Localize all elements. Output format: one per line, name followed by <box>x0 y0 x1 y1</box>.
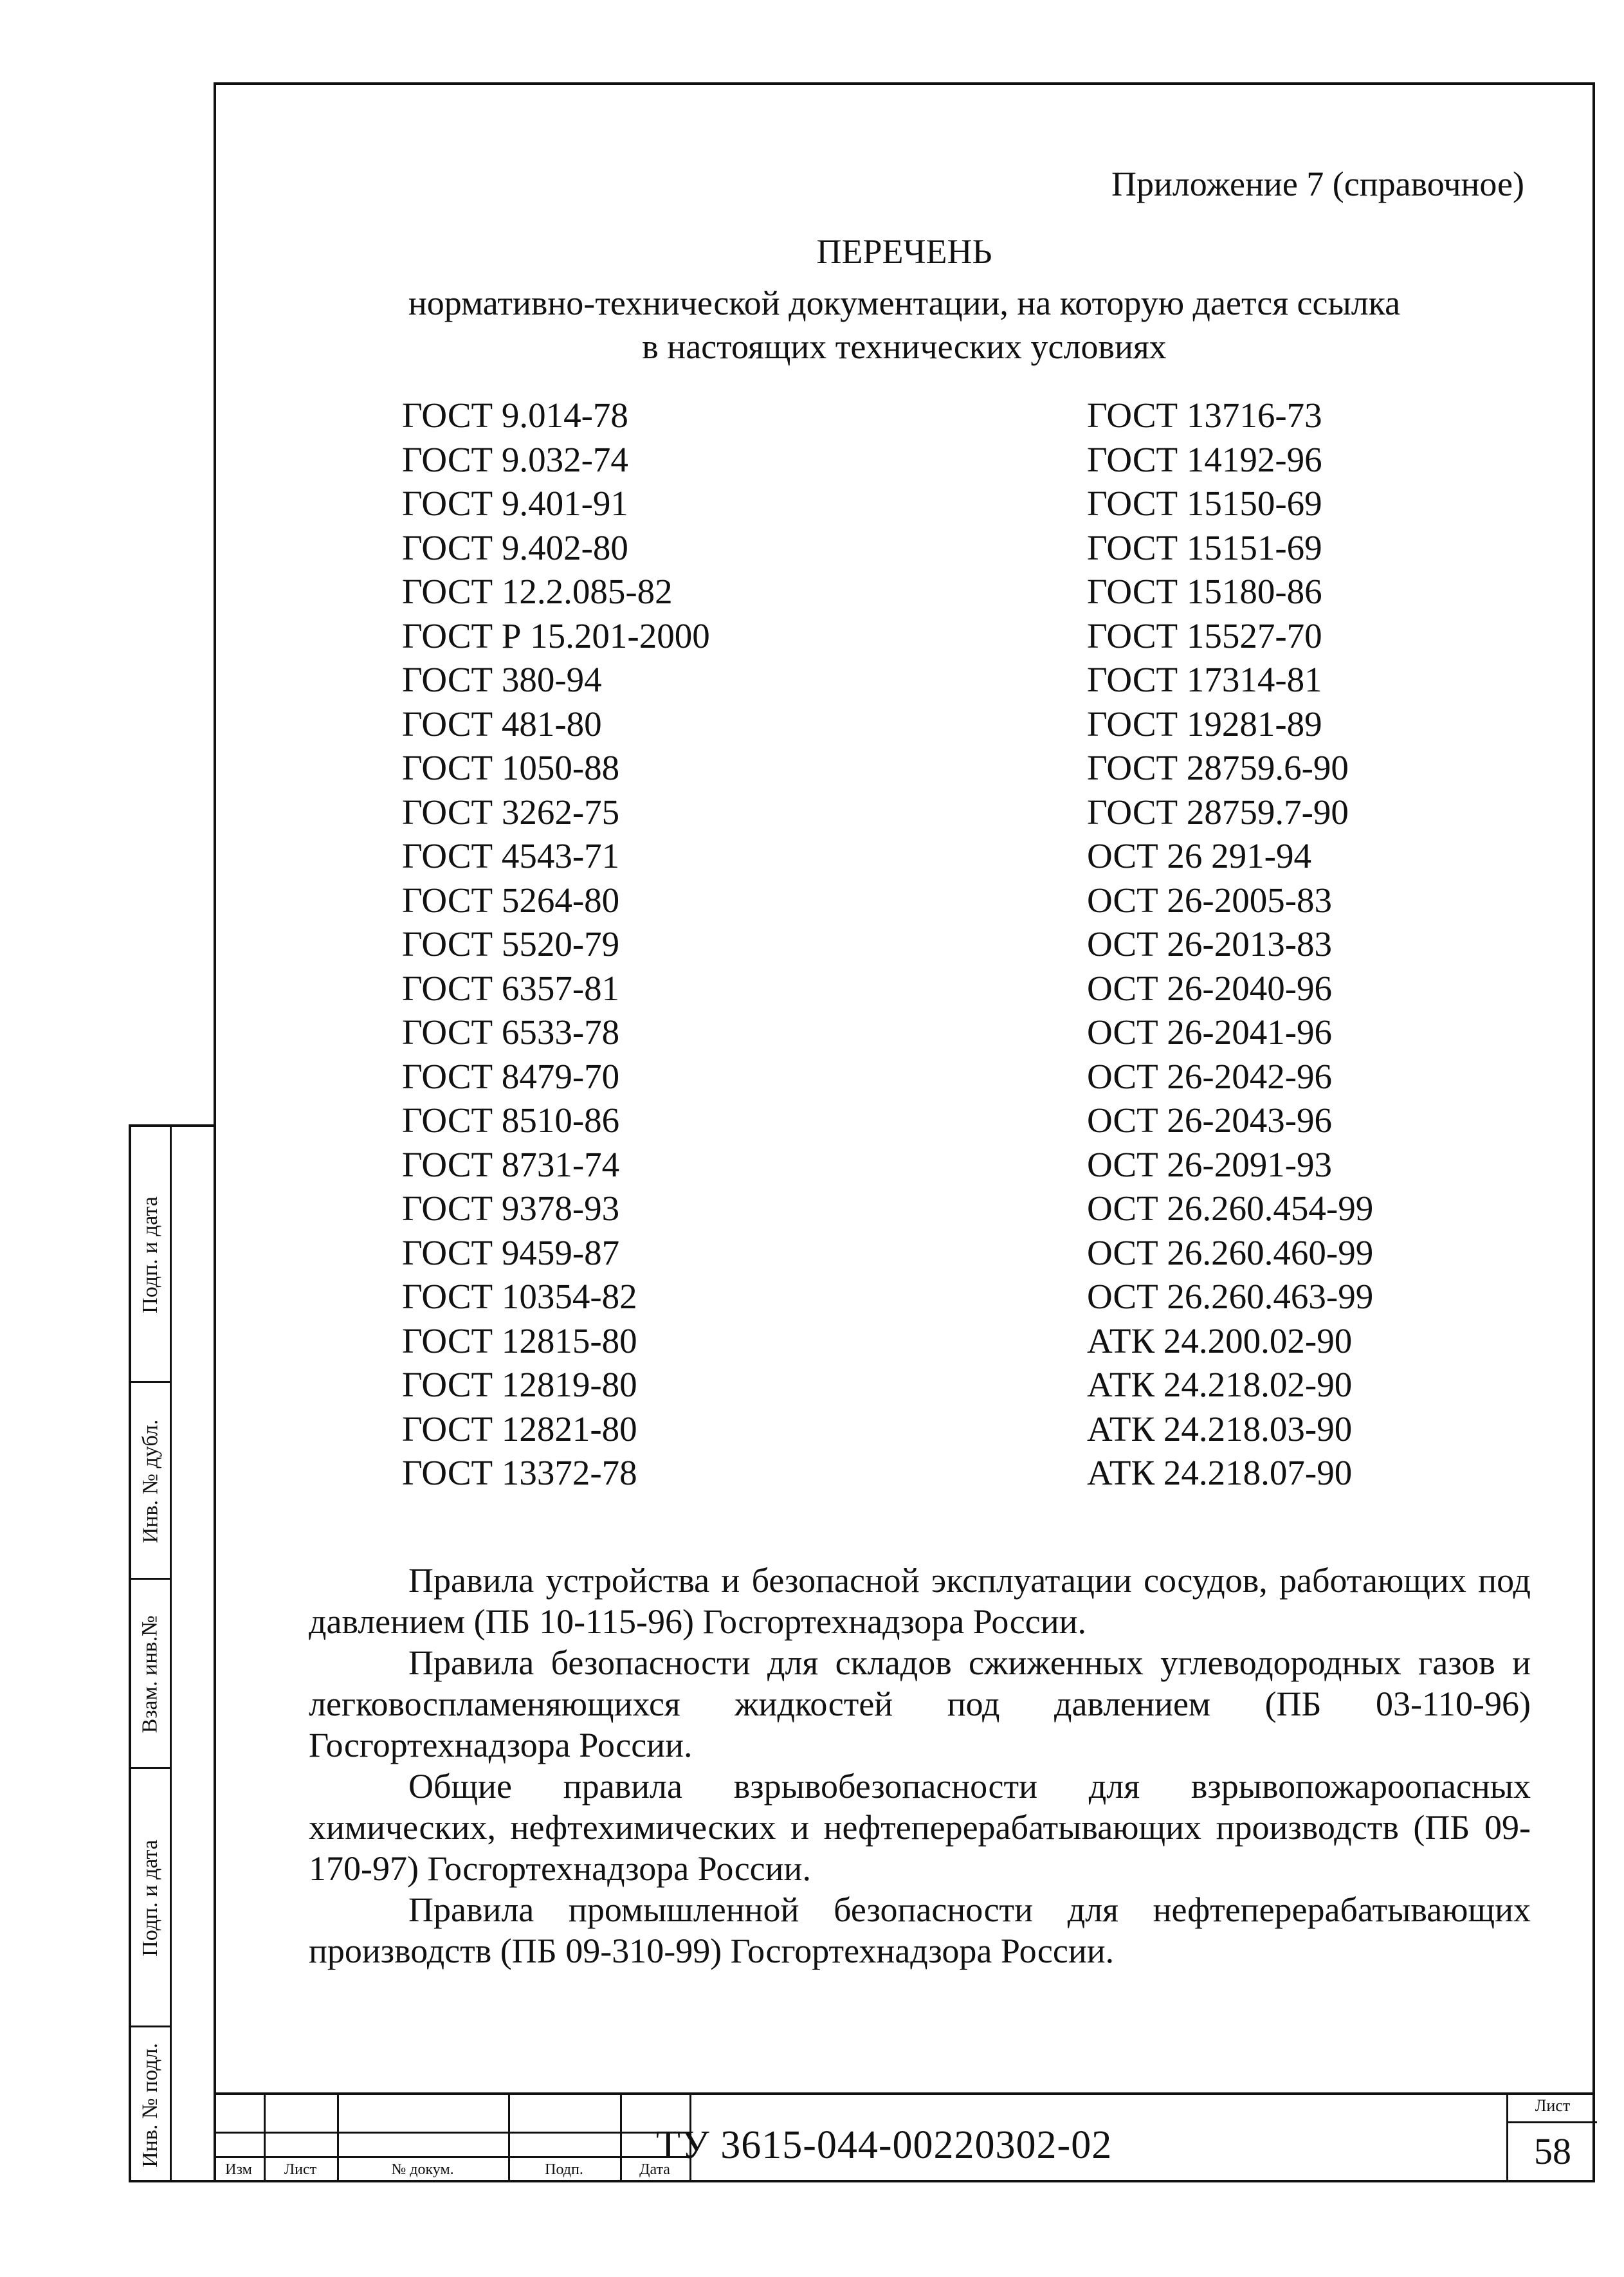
standard-item: ОСТ 26.260.460-99 <box>1087 1232 1374 1272</box>
standard-item: ОСТ 26.260.454-99 <box>1087 1189 1374 1228</box>
side-label-podp-data-bottom: Подп. и дата <box>138 1840 163 1957</box>
standard-item: ГОСТ 4543-71 <box>402 836 620 875</box>
standard-item: ГОСТ 19281-89 <box>1087 704 1322 744</box>
standard-item: ГОСТ 5520-79 <box>402 924 620 964</box>
standard-item: ОСТ 26-2005-83 <box>1087 880 1333 920</box>
standard-item: ГОСТ 6533-78 <box>402 1012 620 1052</box>
standard-item: ОСТ 26-2013-83 <box>1087 924 1333 964</box>
standard-item: ГОСТ Р 15.201-2000 <box>402 616 710 655</box>
label-izm: Изм <box>225 2161 252 2178</box>
heading-subtitle-2: в настоящих технических условиях <box>642 327 1167 366</box>
side-label-inv-dubl: Инв. № дубл. <box>138 1419 163 1544</box>
standard-item: ГОСТ 8479-70 <box>402 1056 620 1096</box>
standard-item: ГОСТ 10354-82 <box>402 1277 637 1316</box>
standard-item: ГОСТ 14192-96 <box>1087 439 1322 479</box>
standard-item: ГОСТ 3262-75 <box>402 792 620 832</box>
standard-item: ОСТ 26-2091-93 <box>1087 1144 1333 1184</box>
standard-item: АТК 24.200.02-90 <box>1087 1321 1353 1360</box>
standard-item: ГОСТ 12815-80 <box>402 1321 637 1360</box>
document-code: ТУ 3615-044-00220302-02 <box>656 2123 1113 2167</box>
references-paragraphs <box>309 1560 1531 1971</box>
heading-title: ПЕРЕЧЕНЬ <box>816 232 992 271</box>
label-doc: № докум. <box>391 2161 454 2178</box>
grid-line <box>214 2156 689 2158</box>
standard-item: ОСТ 26-2043-96 <box>1087 1101 1333 1140</box>
paragraph: Правила безопасности для складов сжиженных углеводородных газов и легковоспламеняющихся жидкостей под давлением (ПБ 03-110-96) Госгортехнадзора России. <box>309 1643 1531 1764</box>
standard-item: ГОСТ 13716-73 <box>1087 396 1322 435</box>
standard-item: ГОСТ 481-80 <box>402 704 602 744</box>
standard-item: ОСТ 26-2041-96 <box>1087 1012 1333 1052</box>
standard-item: ГОСТ 9.402-80 <box>402 527 628 567</box>
standard-item: ГОСТ 13372-78 <box>402 1453 637 1492</box>
standard-item: ГОСТ 9378-93 <box>402 1189 620 1228</box>
sheet-number: 58 <box>1534 2130 1571 2172</box>
standard-item: ОСТ 26-2040-96 <box>1087 968 1333 1008</box>
standard-item: ГОСТ 15151-69 <box>1087 527 1322 567</box>
standard-item: ГОСТ 28759.6-90 <box>1087 748 1349 787</box>
standard-item: ГОСТ 15150-69 <box>1087 484 1322 523</box>
sheet-number-box <box>1506 2092 1595 2182</box>
standard-item: ГОСТ 12.2.085-82 <box>402 572 673 611</box>
side-label-vzam-inv: Взам. инв.№ <box>138 1615 163 1733</box>
standard-item: ГОСТ 9.014-78 <box>402 396 628 435</box>
standard-item: ГОСТ 1050-88 <box>402 748 620 787</box>
side-stamp <box>129 1124 214 2182</box>
paragraph: Правила промышленной безопасности для нефтеперерабатывающих производств (ПБ 09-310-99) Госгортехнадзора России. <box>309 1890 1531 1970</box>
standard-item: АТК 24.218.07-90 <box>1087 1453 1353 1492</box>
standard-item: ГОСТ 5264-80 <box>402 880 620 920</box>
title-block-grid <box>214 2095 689 2182</box>
side-label-inv-podl: Инв. № подл. <box>138 2042 163 2168</box>
standard-item: ГОСТ 6357-81 <box>402 968 620 1008</box>
standard-item: ГОСТ 8510-86 <box>402 1101 620 1140</box>
standard-item: ГОСТ 9459-87 <box>402 1232 620 1272</box>
label-date: Дата <box>639 2161 670 2178</box>
standard-item: АТК 24.218.03-90 <box>1087 1409 1353 1449</box>
paragraph: Правила устройства и безопасной эксплуатации сосудов, работающих под давлением (ПБ 10-115-96) Госгортехнадзора России. <box>309 1561 1531 1641</box>
standard-item: ГОСТ 12821-80 <box>402 1409 637 1449</box>
standard-item: ГОСТ 9.401-91 <box>402 484 628 523</box>
standard-item: ГОСТ 380-94 <box>402 660 602 699</box>
standard-item: ОСТ 26-2042-96 <box>1087 1056 1333 1096</box>
side-divider <box>170 1127 172 2180</box>
standard-item: ГОСТ 28759.7-90 <box>1087 792 1349 832</box>
label-podp: Подп. <box>545 2161 583 2178</box>
paragraph: Общие правила взрывобезопасности для взрывопожароопасных химических, нефтехимических и нефтеперерабатывающих производств (ПБ 09-170-97) Госгортехнадзора России. <box>309 1767 1531 1888</box>
standard-item: ГОСТ 9.032-74 <box>402 439 628 479</box>
label-list: Лист <box>284 2161 317 2178</box>
standard-item: ГОСТ 17314-81 <box>1087 660 1322 699</box>
heading-subtitle-1: нормативно-технической документации, на которую дается ссылка <box>408 284 1401 322</box>
appendix-title: Приложение 7 (справочное) <box>1111 165 1524 203</box>
standard-item: ГОСТ 15527-70 <box>1087 616 1322 655</box>
sheet-divider <box>1508 2121 1597 2123</box>
standard-item: ГОСТ 12819-80 <box>402 1365 637 1404</box>
standards-list-right <box>1087 394 1373 1495</box>
standard-item: ОСТ 26 291-94 <box>1087 836 1311 875</box>
grid-line <box>214 2132 689 2134</box>
side-label-podp-data-top: Подп. и дата <box>138 1196 163 1313</box>
standard-item: ОСТ 26.260.463-99 <box>1087 1277 1374 1316</box>
standards-list-left <box>402 394 710 1495</box>
sheet-label: Лист <box>1535 2096 1571 2115</box>
standard-item: АТК 24.218.02-90 <box>1087 1365 1353 1404</box>
standard-item: ГОСТ 8731-74 <box>402 1144 620 1184</box>
standard-item: ГОСТ 15180-86 <box>1087 572 1322 611</box>
